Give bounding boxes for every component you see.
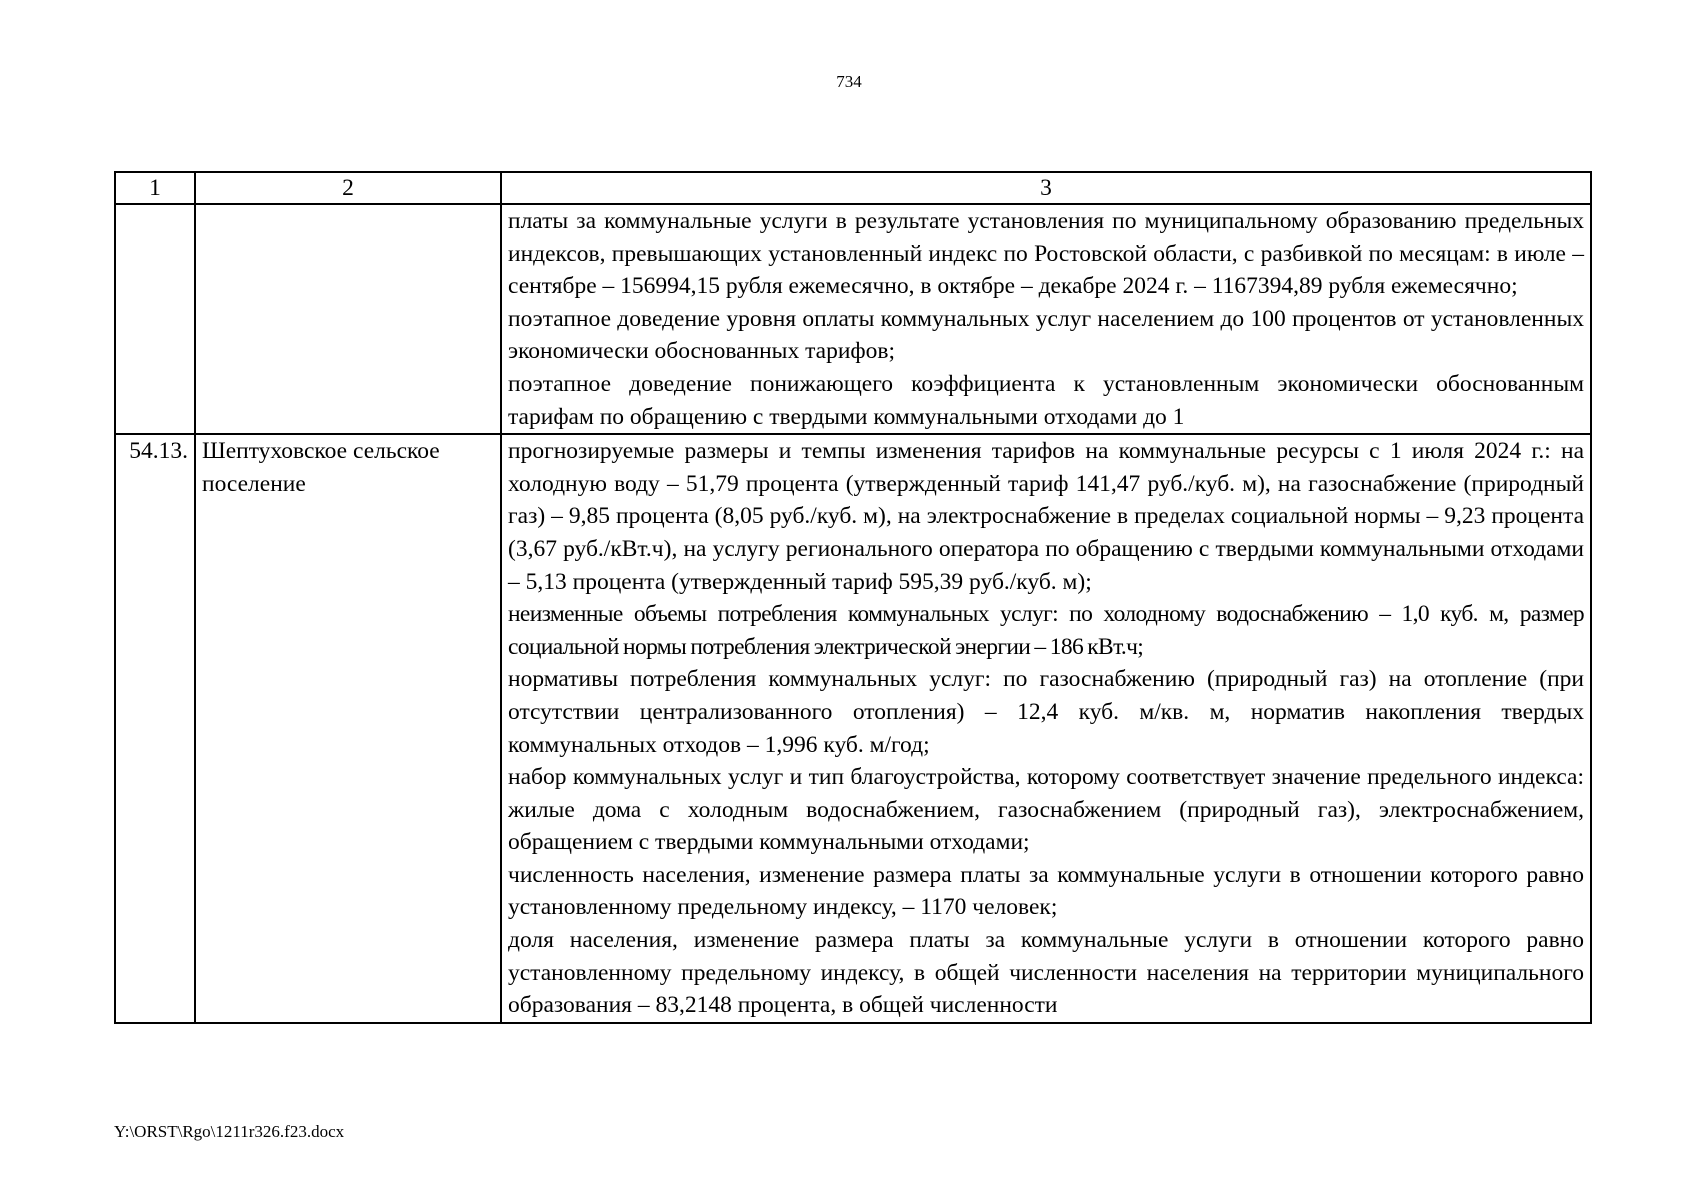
page-number: 734 <box>836 72 862 91</box>
indicators-cell <box>501 204 1591 434</box>
indicator-paragraph: набор коммунальных услуг и тип благоустройства, которому соответствует значение предельного индекса: жилые дома с холодным водоснабжением, газоснабжением (природный газ), электроснабжением, обращением с твердыми коммунальными отходами; <box>508 764 1584 856</box>
row-number-cell <box>115 204 195 434</box>
indicators-cell <box>501 434 1591 1023</box>
header-col-1: 1 <box>115 172 195 204</box>
indicator-paragraph: поэтапное доведение уровня оплаты коммунальных услуг населением до 100 процентов от установленных экономически обоснованных тарифов; <box>508 305 1584 365</box>
indicator-paragraph: прогнозируемые размеры и темпы изменения тарифов на коммунальные ресурсы с 1 июля 2024 г.: на холодную воду – 51,79 процента (утвержденный тариф 141,47 руб./куб. м), на газоснабжение (природный газ) – 9,85 процента (8,05 руб./куб. м), на электроснабжение в пределах социальной нормы – 9,23 процента (3,67 руб./кВт.ч), на услугу регионального оператора по обращению с твердыми коммунальными отходами – 5,13 процента (утвержденный тариф 595,39 руб./куб. м); <box>508 438 1584 595</box>
indicator-paragraph: платы за коммунальные услуги в результате установления по муниципальному образованию предельных индексов, превышающих установленный индекс по Ростовской области, с разбивкой по месяцам: в июле – сентябре – 156994,15 рубля ежемесячно, в октябре – декабре 2024 г. – 1167394,89 рубля ежемесячно; <box>508 208 1584 300</box>
municipality-name-cell <box>195 204 501 434</box>
table-row-continued <box>115 204 1591 434</box>
municipality-name: Шептуховское сельское поселение <box>202 438 440 497</box>
municipality-name-cell <box>195 434 501 1023</box>
tariff-table <box>114 171 1592 1024</box>
document-file-path: Y:\ORST\Rgo\1211r326.f23.docx <box>114 1122 345 1141</box>
indicator-paragraph: нормативы потребления коммунальных услуг: по газоснабжению (природный газ) на отопление (при отсутствии централизованного отопления) – 12,4 куб. м/кв. м, норматив накопления твердых коммунальных отходов – 1,996 куб. м/год; <box>508 666 1584 758</box>
indicator-paragraph: поэтапное доведение понижающего коэффициента к установленным экономически обоснованным тарифам по обращению с твердыми коммунальными отходами до 1 <box>508 370 1584 430</box>
indicator-paragraph: численность населения, изменение размера платы за коммунальные услуги в отношении которого равно установленному предельному индексу, – 1170 человек; <box>508 861 1584 921</box>
header-col-3: 3 <box>501 172 1591 204</box>
indicator-paragraph: неизменные объемы потребления коммунальных услуг: по холодному водоснабжению – 1,0 куб. м, размер социальной нормы потребления электрической энергии – 186 кВт.ч; <box>508 601 1584 660</box>
header-col-2: 2 <box>195 172 501 204</box>
table-row-54-13 <box>115 434 1591 1023</box>
row-number-cell: 54.13. <box>115 434 195 1023</box>
table-header-row <box>115 172 1591 204</box>
indicator-paragraph: доля населения, изменение размера платы за коммунальные услуги в отношении которого равно установленному предельному индексу, в общей численности населения на территории муниципального образования – 83,2148 процента, в общей численности <box>508 927 1584 1019</box>
